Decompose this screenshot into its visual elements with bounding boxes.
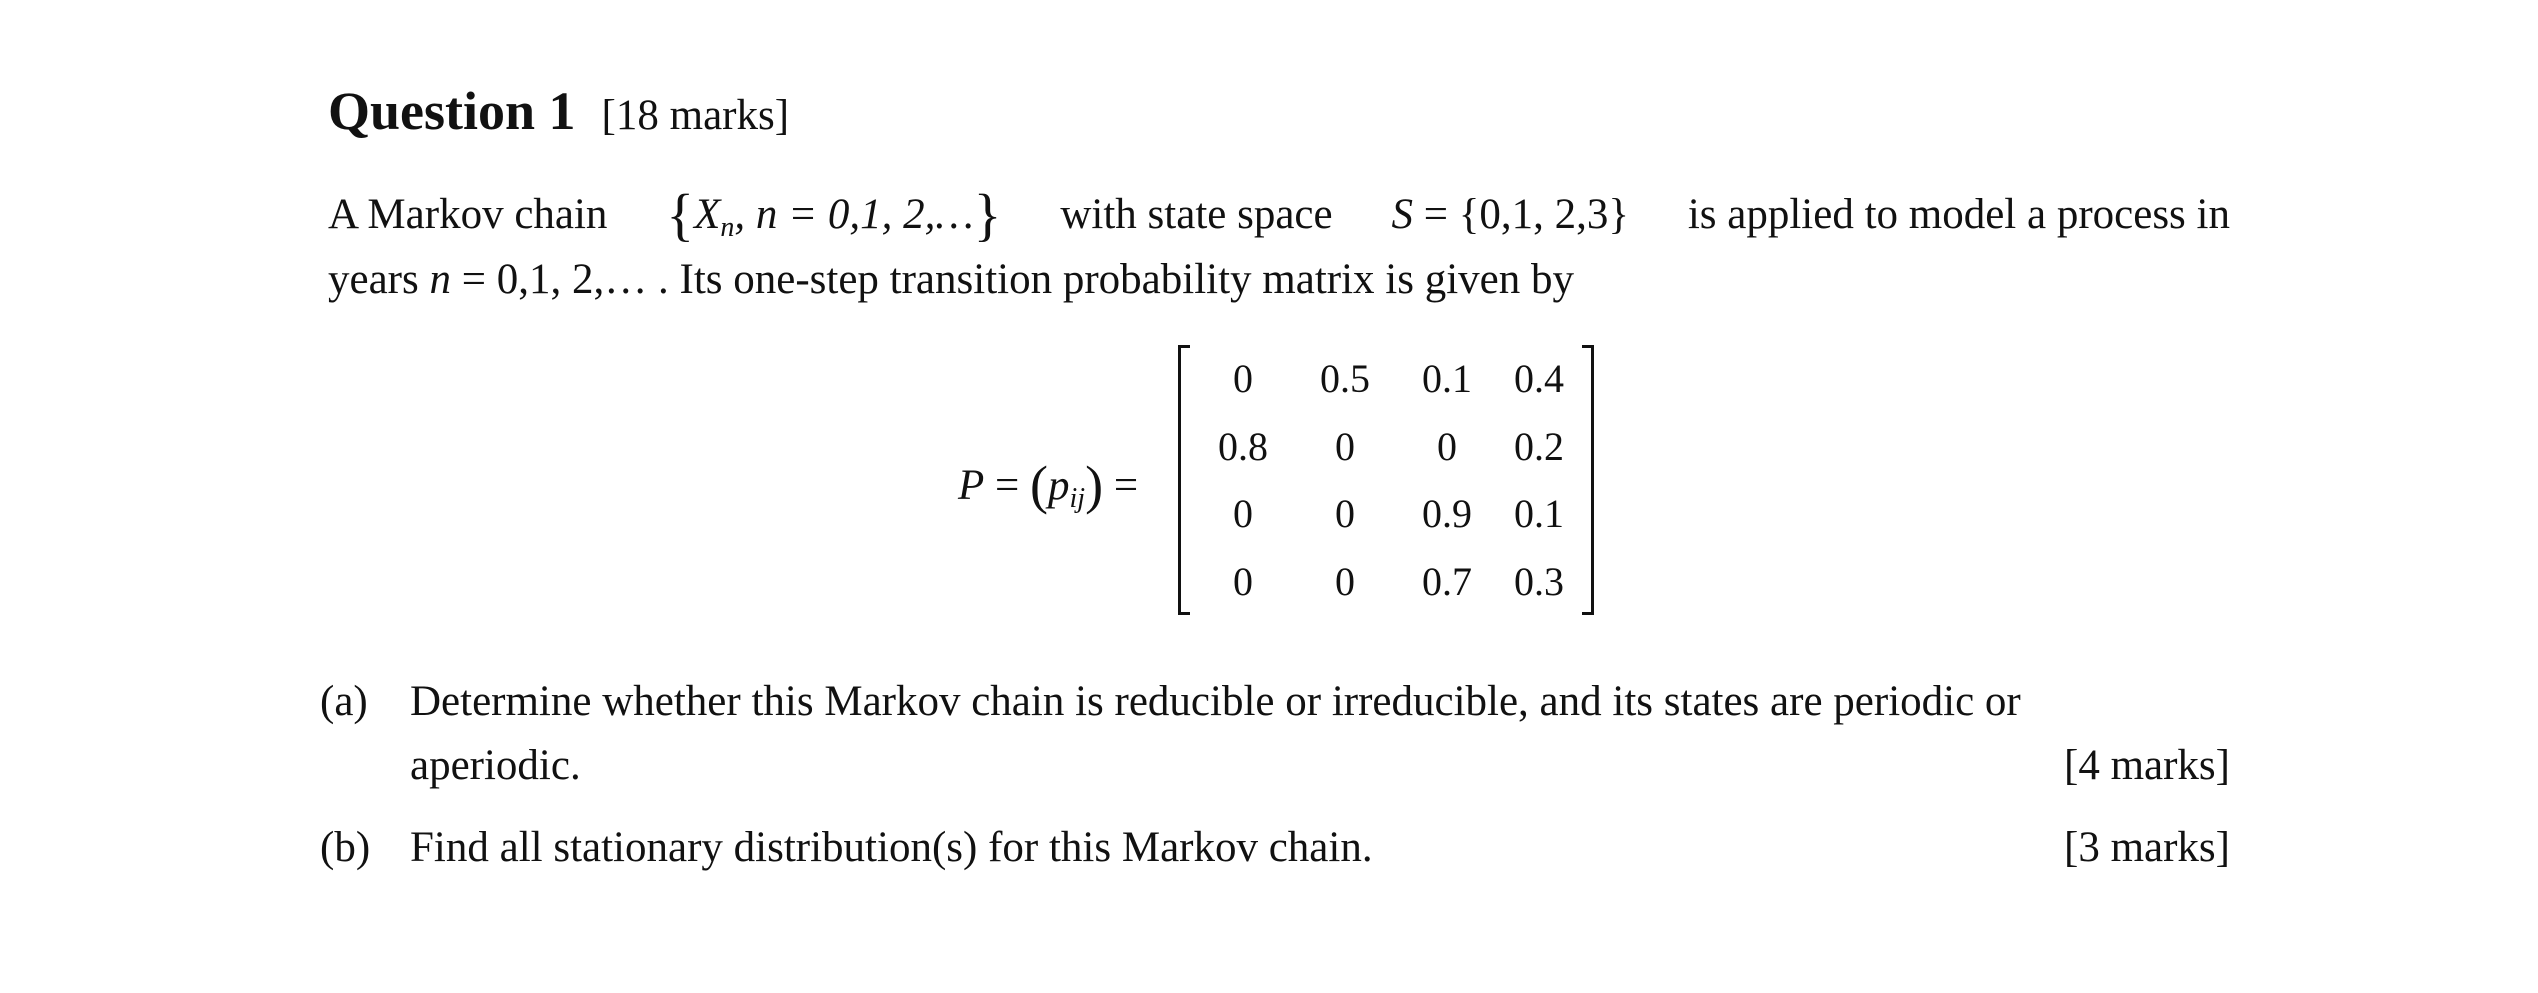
matrix-cell: 0.4 bbox=[1514, 356, 1564, 402]
part-a-marks: [4 marks] bbox=[2064, 742, 2230, 789]
matrix-cell: 0.7 bbox=[1422, 558, 1472, 604]
matrix-cell: 0 bbox=[1233, 356, 1253, 402]
intro-text-2: with state space bbox=[1060, 191, 1333, 238]
question-title: Question 1 bbox=[328, 81, 576, 141]
matrix-cell: 0.1 bbox=[1422, 356, 1472, 402]
matrix-cell: 0 bbox=[1233, 491, 1253, 537]
matrix-right-bracket bbox=[1582, 345, 1594, 615]
intro-line-2 bbox=[328, 258, 2230, 301]
matrix-cell: 0 bbox=[1233, 558, 1253, 604]
matrix-left-bracket bbox=[1178, 345, 1190, 615]
matrix-cell: 0.2 bbox=[1514, 423, 1564, 469]
matrix-lhs: $P = (p_{ij})$ = bbox=[958, 455, 1139, 515]
state-space-notation: S = {0,1, 2,3} bbox=[1391, 191, 1629, 238]
part-a-text-line-1: Determine whether this Markov chain is reducible or irreducible, and its states are periodic or bbox=[410, 678, 2021, 725]
intro-text-5: Its one-step transition probability matrix is given by bbox=[679, 256, 1574, 303]
question-total-marks: [18 marks] bbox=[601, 92, 790, 139]
question-heading bbox=[328, 81, 790, 141]
transition-matrix bbox=[1178, 345, 1594, 615]
years-variable: n bbox=[429, 256, 451, 303]
intro-text-4: years bbox=[328, 256, 430, 303]
intro-text-1: A Markov chain bbox=[328, 191, 608, 238]
matrix-grid bbox=[1192, 345, 1580, 615]
matrix-cell: 0.3 bbox=[1514, 558, 1564, 604]
years-sequence: = 0,1, 2,… . bbox=[450, 256, 680, 303]
matrix-cell: 0.5 bbox=[1320, 356, 1370, 402]
matrix-cell: 0 bbox=[1335, 491, 1355, 537]
matrix-cell: 0.1 bbox=[1514, 491, 1564, 537]
part-b-text: Find all stationary distribution(s) for this Markov chain. bbox=[410, 824, 1373, 871]
matrix-cell: 0 bbox=[1335, 423, 1355, 469]
matrix-cell: 0.8 bbox=[1218, 423, 1268, 469]
part-a-label: (a) bbox=[320, 678, 368, 725]
intro-text-3: is applied to model a process in bbox=[1687, 191, 2230, 238]
matrix-cell: 0 bbox=[1437, 423, 1457, 469]
matrix-cell: 0 bbox=[1335, 558, 1355, 604]
part-b-marks: [3 marks] bbox=[2064, 824, 2230, 871]
markov-chain-notation: {$X_n$, n = 0,1, 2,…} bbox=[666, 182, 1002, 247]
matrix-cell: 0.9 bbox=[1422, 491, 1472, 537]
intro-line-1 bbox=[328, 182, 2230, 247]
part-b-label: (b) bbox=[320, 824, 371, 871]
part-a-text-line-2: aperiodic. bbox=[410, 742, 581, 789]
